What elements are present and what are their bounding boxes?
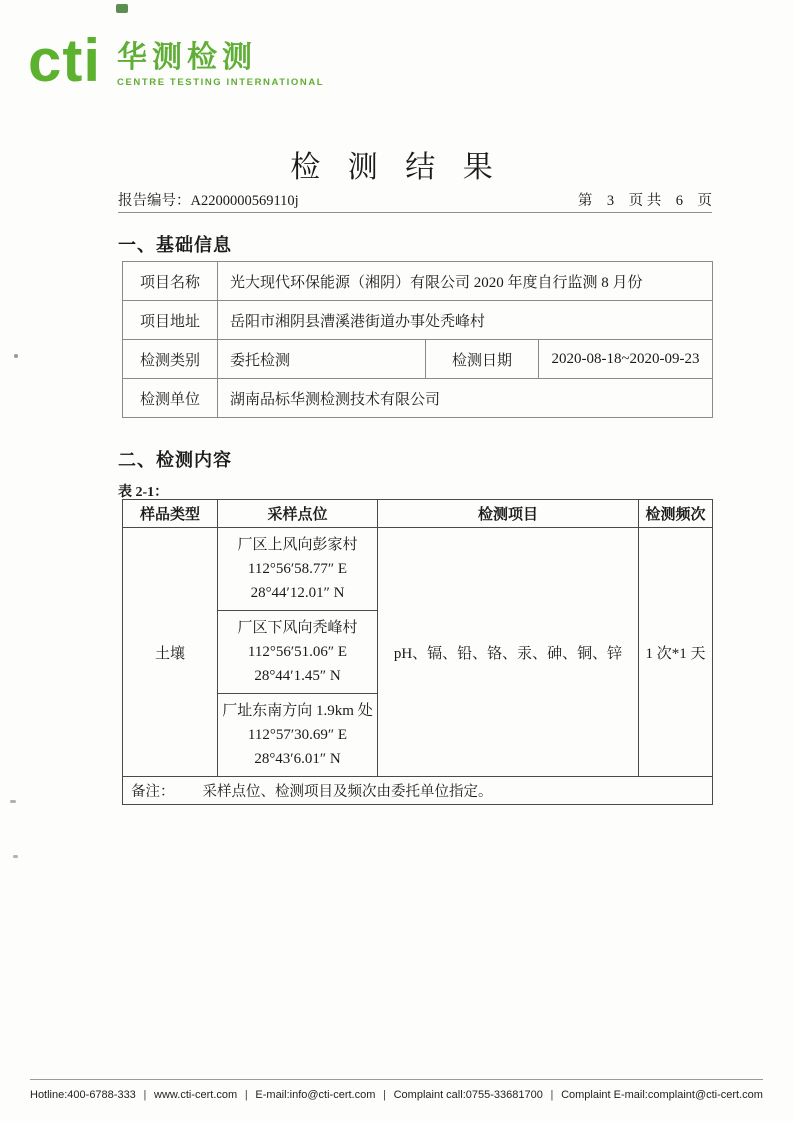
note-label: 备注： xyxy=(131,784,175,800)
sampling-point-cell xyxy=(218,611,378,694)
note-text: 采样点位、检测项目及频次由委托单位指定。 xyxy=(202,784,493,800)
test-content-table xyxy=(122,499,713,805)
footer xyxy=(30,1079,763,1101)
footer-separator: | xyxy=(383,1089,386,1101)
test-date-label: 检测日期 xyxy=(426,340,539,379)
section2-heading: 二、检测内容 xyxy=(118,450,232,470)
table-row xyxy=(123,301,713,340)
footer-hotline: Hotline:400-6788-333 xyxy=(30,1089,136,1101)
test-category-label: 检测类别 xyxy=(123,340,218,379)
report-number-label: 报告编号： xyxy=(118,193,191,209)
test-unit-label: 检测单位 xyxy=(123,379,218,418)
sampling-point-name: 厂区下风向秃峰村 xyxy=(237,620,358,636)
project-name-label: 项目名称 xyxy=(123,262,218,301)
column-header-sampling-point: 采样点位 xyxy=(218,500,378,528)
scan-artifact xyxy=(116,4,128,13)
basic-info-table xyxy=(122,261,713,418)
footer-website: www.cti-cert.com xyxy=(154,1089,238,1101)
note-cell xyxy=(123,777,713,805)
table-row xyxy=(123,528,713,611)
project-address-value: 岳阳市湘阴县漕溪港街道办事处秃峰村 xyxy=(218,301,713,340)
cti-logo-text: cti xyxy=(28,27,102,94)
page-info: 第 3 页 共 6 页 xyxy=(577,193,712,209)
table-row xyxy=(123,262,713,301)
report-number xyxy=(118,189,299,210)
footer-email: E-mail:info@cti-cert.com xyxy=(255,1089,376,1101)
sampling-point-longitude: 112°56′58.77″ E xyxy=(247,561,348,577)
cti-logo xyxy=(28,27,325,94)
test-items-cell: pH、镉、铅、铬、汞、砷、铜、锌 xyxy=(378,528,639,777)
test-category-value: 委托检测 xyxy=(218,340,426,379)
sampling-point-name: 厂区上风向彭家村 xyxy=(237,537,358,553)
sampling-point-cell xyxy=(218,528,378,611)
sampling-point-longitude: 112°56′51.06″ E xyxy=(247,644,348,660)
table-header-row xyxy=(123,500,713,528)
sampling-point-longitude: 112°57′30.69″ E xyxy=(247,727,348,743)
sampling-point-name: 厂址东南方向 1.9km 处 xyxy=(222,703,373,719)
sampling-point-latitude: 28°44′1.45″ N xyxy=(254,668,341,684)
frequency-cell: 1 次*1 天 xyxy=(639,528,713,777)
project-address-label: 项目地址 xyxy=(123,301,218,340)
scan-artifact xyxy=(13,855,18,858)
cti-logo-names xyxy=(117,32,324,88)
column-header-sample-type: 样品类型 xyxy=(123,500,218,528)
logo-company-name: 华测检测 xyxy=(117,41,258,74)
test-unit-value: 湖南品标华测检测技术有限公司 xyxy=(218,379,713,418)
sample-type-cell: 土壤 xyxy=(123,528,218,777)
header-divider xyxy=(118,212,712,213)
sampling-point-latitude: 28°43′6.01″ N xyxy=(254,751,341,767)
table-row xyxy=(123,379,713,418)
project-name-value: 光大现代环保能源（湘阴）有限公司 2020 年度自行监测 8 月份 xyxy=(218,262,713,301)
sampling-point-latitude: 28°44′12.01″ N xyxy=(250,585,345,601)
table-2-1-label: 表 2-1： xyxy=(118,485,169,500)
column-header-frequency: 检测频次 xyxy=(639,500,713,528)
test-date-value: 2020-08-18~2020-09-23 xyxy=(539,340,713,379)
sampling-point-cell xyxy=(218,694,378,777)
logo-subtitle: CENTRE TESTING INTERNATIONAL xyxy=(117,77,325,88)
footer-separator: | xyxy=(143,1089,147,1101)
footer-complaint-call: Complaint call:0755-33681700 xyxy=(393,1089,543,1101)
section1-heading: 一、基础信息 xyxy=(118,235,232,255)
footer-separator: | xyxy=(244,1089,248,1101)
table-row xyxy=(123,340,713,379)
report-number-value: A2200000569110j xyxy=(190,193,299,209)
scan-artifact xyxy=(14,354,18,358)
footer-complaint-email: Complaint E-mail:complaint@cti-cert.com xyxy=(561,1089,763,1101)
footer-separator: | xyxy=(550,1089,554,1101)
scan-artifact xyxy=(10,800,16,803)
page-title: 检 测 结 果 xyxy=(290,151,503,184)
report-header-row xyxy=(118,189,712,210)
table-note-row xyxy=(123,777,713,805)
column-header-test-items: 检测项目 xyxy=(378,500,639,528)
